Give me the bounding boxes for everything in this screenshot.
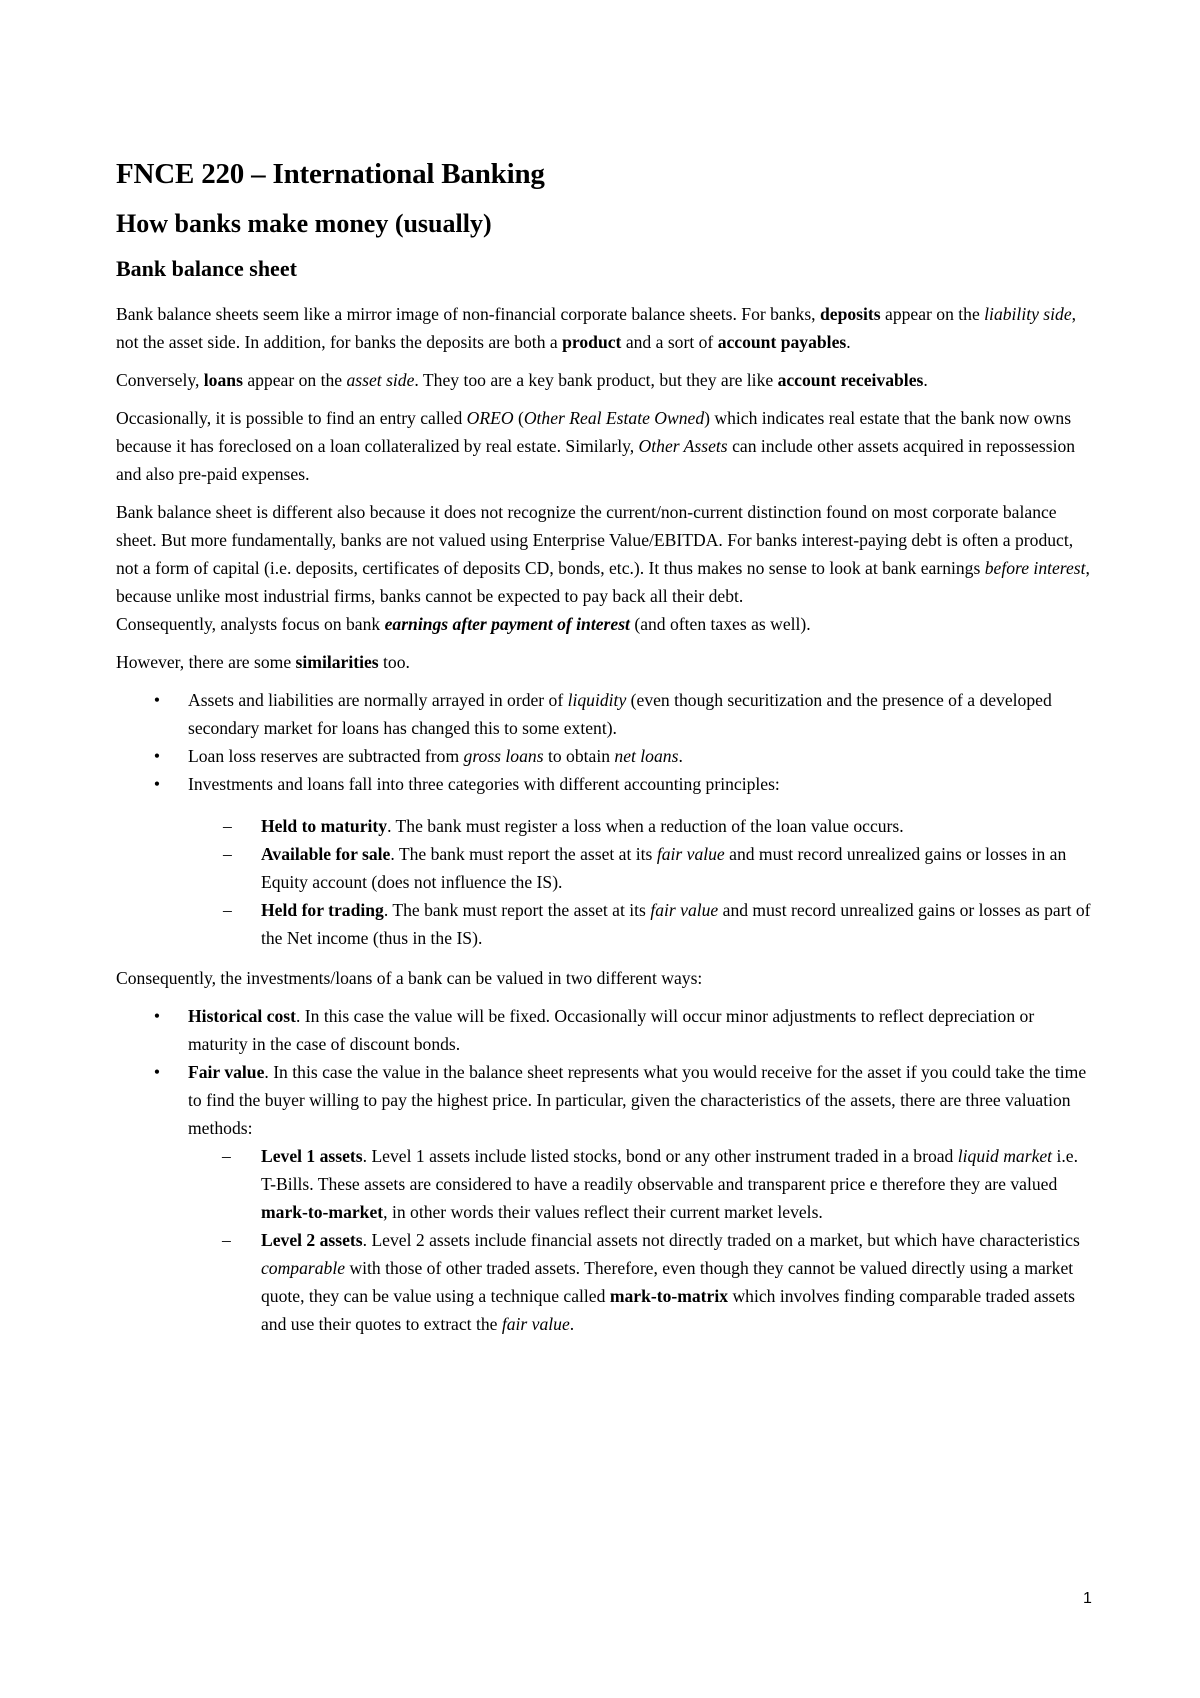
bullet-icon: • [153,1062,161,1082]
paragraph-differences: Bank balance sheet is different also because it does not recognize the current/non-current distinction found on most corporate balance sheet. But more fundamentally, banks are not valued using Enterprise Value/EBITDA. For banks interest-paying debt is often a product, not a form of capital (i.e. deposits, certificates of deposits CD, bonds, etc.). It thus makes no sense to look at bank earnings before interest, because unlike most industrial firms, banks cannot be expected to pay back all their debt. Consequently, analysts focus on bank earnings after payment of interest (and often taxes as well). [116,502,1090,634]
list-item: – Held to maturity. The bank must register a loss when a reduction of the loan value occurs. [116,812,1096,840]
course-title: FNCE 220 – International Banking [116,158,545,190]
list-item: – Level 1 assets. Level 1 assets include listed stocks, bond or any other instrument traded in a broad liquid market i.e. T-Bills. These assets are considered to have a readily observable and transparent price e therefore they are valued mark-to-market, in other words their values reflect their current market levels. [188,1142,1096,1226]
paragraph-loans: Conversely, loans appear on the asset side. They too are a key bank product, but they are like account receivables. [116,370,928,390]
paragraph-oreo: Occasionally, it is possible to find an entry called OREO (Other Real Estate Owned) which indicates real estate that the bank now owns because it has foreclosed on a loan collateralized by real estate. Similarly, Other Assets can include other assets acquired in repossession and also pre-paid expenses. [116,408,1076,484]
list-item: • Investments and loans fall into three categories with different accounting principles: [116,770,1096,798]
list-item: • Assets and liabilities are normally arrayed in order of liquidity (even though securitization and the presence of a developed secondary market for loans has changed this to some extent). [116,686,1096,742]
document-subtitle: How banks make money (usually) [116,209,492,238]
bullet-icon: • [153,690,161,710]
dash-icon: – [222,1230,231,1250]
list-item: – Available for sale. The bank must report the asset at its fair value and must record unrealized gains or losses in an Equity account (does not influence the IS). [116,840,1096,896]
bullet-icon: • [153,774,161,794]
valuation-methods-list [116,1002,1096,1338]
bullet-icon: • [153,1006,161,1026]
bullet-icon: • [153,746,161,766]
list-item: – Level 2 assets. Level 2 assets include financial assets not directly traded on a market, but which have characteristics comparable with those of other traded assets. Therefore, even though they cannot be valued directly using a market quote, they can be value using a technique called mark-to-matrix which involves finding comparable traded assets and use their quotes to extract the fair value. [188,1226,1096,1338]
accounting-categories-list [116,812,1096,952]
dash-icon: – [223,900,232,920]
dash-icon: – [222,1146,231,1166]
paragraph-similarities: However, there are some similarities too. [116,652,410,672]
similarities-list [116,686,1096,798]
list-item: • Loan loss reserves are subtracted from gross loans to obtain net loans. [116,742,1096,770]
dash-icon: – [223,844,232,864]
section-heading: Bank balance sheet [116,256,297,281]
list-item: • Historical cost. In this case the value will be fixed. Occasionally will occur minor adjustments to reflect depreciation or maturity in the case of discount bonds. [116,1002,1096,1058]
document-page [116,150,1096,1350]
paragraph-deposits: Bank balance sheets seem like a mirror image of non-financial corporate balance sheets. For banks, deposits appear on the liability side, not the asset side. In addition, for banks the deposits are both a product and a sort of account payables. [116,304,1077,352]
list-item: • Fair value. In this case the value in the balance sheet represents what you would receive for the asset if you could take the time to find the buyer willing to pay the highest price. In particular, given the characteristics of the assets, there are three valuation methods: – Level 1 assets. Level 1 assets include listed stocks, bond or any other instrument traded in a broad liquid market i.e. T-Bills. These assets are considered to have a readily observable and transparent price e therefore they are valued mark-to-market, in other words their values reflect their current market levels. – Level 2 assets. Level 2 assets include financial assets not directly traded on a market, but which have characteristics comparable with those of other traded assets. Therefore, even though they cannot be valued directly using a market quote, they can be value using a technique called mark-to-matrix which involves finding comparable traded assets and use their quotes to extract the fair value. [116,1058,1096,1338]
page-number: 1 [1083,1590,1092,1607]
paragraph-valuation: Consequently, the investments/loans of a bank can be valued in two different ways: [116,968,703,988]
fair-value-levels-list [188,1142,1096,1338]
dash-icon: – [223,816,232,836]
list-item: – Held for trading. The bank must report the asset at its fair value and must record unrealized gains or losses as part of the Net income (thus in the IS). [116,896,1096,952]
